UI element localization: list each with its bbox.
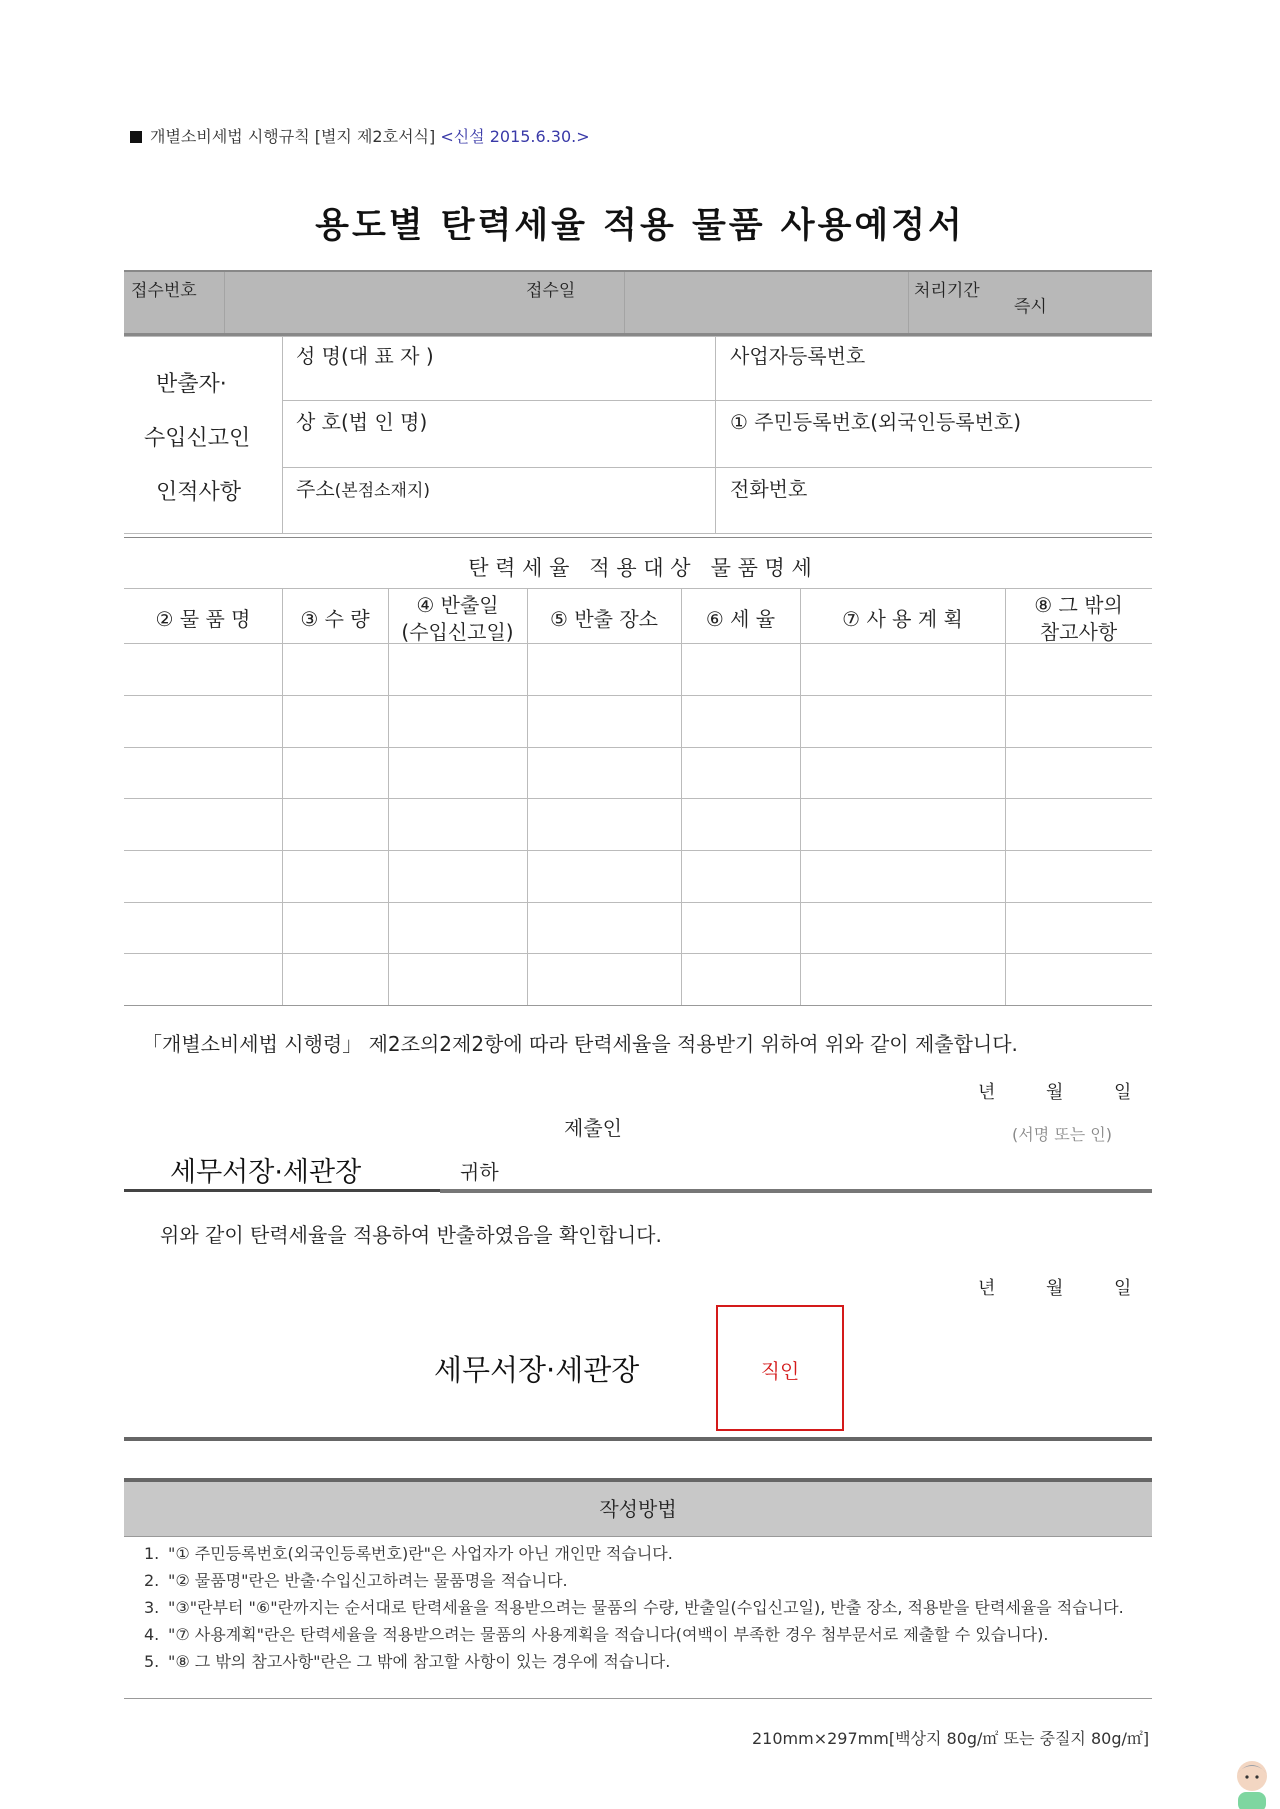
instruction-number: 2. (144, 1571, 160, 1590)
resident-no-label: ① 주민등록번호(외국인등록번호) (730, 410, 1022, 434)
declaration-day: 일 (1114, 1082, 1132, 1103)
name-label: 성 명(대 표 자 ) (296, 344, 434, 368)
company-label: 상 호(법 인 명) (296, 410, 428, 434)
receipt-number-field[interactable] (250, 274, 644, 332)
legal-reference (130, 124, 590, 147)
recipient-office: 세무서장·세관장 (170, 1157, 362, 1188)
col-item-name: ② 물 품 명 (155, 607, 251, 631)
name-field[interactable] (290, 370, 708, 398)
recipient-honorific: 귀하 (460, 1160, 499, 1184)
instruction-item (124, 1648, 1152, 1675)
instruction-item (124, 1540, 1152, 1567)
confirmation-month: 월 (1046, 1278, 1064, 1299)
official-seal-text: 직인 (760, 1359, 800, 1383)
submitter-field[interactable] (630, 1108, 980, 1138)
receipt-number-label: 접수번호 (131, 281, 197, 301)
address-field[interactable] (290, 502, 708, 530)
legal-ref-text: 개별소비세법 시행규칙 [별지 제2호서식] (150, 127, 436, 146)
col-other-notes: ⑧ 그 밖의 (1034, 593, 1123, 617)
col-tax-rate: ⑥ 세 율 (705, 607, 776, 631)
declaration-year: 년 (978, 1082, 996, 1103)
instruction-text: "① 주민등록번호(외국인등록번호)란"은 사업자가 아닌 개인만 적습니다. (168, 1544, 673, 1563)
instructions-list (124, 1540, 1152, 1675)
items-table-title: 탄 력 세 율 적 용 대 상 물 품 명 세 (468, 556, 812, 580)
square-bullet-icon (130, 131, 142, 143)
processing-period-value: 즉시 (1014, 297, 1047, 317)
resident-no-field[interactable] (724, 436, 1144, 464)
instruction-number: 4. (144, 1625, 160, 1644)
instruction-number: 1. (144, 1544, 160, 1563)
confirmation-day: 일 (1114, 1278, 1132, 1299)
col-usage-plan: ⑦ 사 용 계 획 (842, 607, 963, 631)
phone-label: 전화번호 (730, 477, 808, 501)
table-row[interactable] (124, 696, 1152, 747)
processing-period-label: 처리기간 (914, 281, 980, 301)
address-label-main: 주소 (296, 477, 335, 501)
instruction-text: "⑦ 사용계획"란은 탄력세율을 적용받으려는 물품의 사용계획을 적습니다(여백이 부족한 경우 첨부문서로 제출할 수 있습니다). (168, 1625, 1049, 1644)
table-row[interactable] (124, 903, 1152, 953)
table-row[interactable] (124, 644, 1152, 695)
instruction-number: 3. (144, 1598, 160, 1617)
avatar-icon (1228, 1756, 1276, 1809)
declaration-month: 월 (1046, 1082, 1064, 1103)
phone-field[interactable] (724, 502, 1144, 530)
declaration-text: 「개별소비세법 시행령」 제2조의2제2항에 따라 탄력세율을 적용받기 위하여 위와 같이 제출합니다. (142, 1032, 1018, 1056)
biz-no-label: 사업자등록번호 (730, 344, 866, 368)
amendment-note: <신설 2015.6.30.> (440, 127, 590, 146)
address-label-sub: (본점소재지) (334, 481, 431, 501)
official-seal-box (716, 1305, 844, 1431)
col-release-date-sub: (수입신고일) (401, 620, 514, 644)
receipt-date-label: 접수일 (526, 281, 576, 301)
receipt-bar (124, 270, 1152, 336)
col-other-notes-sub: 참고사항 (1039, 620, 1118, 644)
instruction-number: 5. (144, 1652, 160, 1671)
applicant-label-line2: 수입신고인 (144, 426, 251, 451)
confirmation-year: 년 (978, 1278, 996, 1299)
signature-hint: (서명 또는 인) (1012, 1125, 1112, 1144)
instruction-text: "② 물품명"란은 반출·수입신고하려는 물품명을 적습니다. (168, 1571, 568, 1590)
confirming-official: 세무서장·세관장 (434, 1353, 640, 1387)
instruction-item (124, 1567, 1152, 1594)
table-row[interactable] (124, 954, 1152, 1005)
instruction-item (124, 1621, 1152, 1648)
confirmation-text: 위와 같이 탄력세율을 적용하여 반출하였음을 확인합니다. (160, 1223, 662, 1247)
table-row[interactable] (124, 851, 1152, 902)
instruction-text: "③"란부터 "⑥"란까지는 순서대로 탄력세율을 적용받으려는 물품의 수량, 반출일(수입신고일), 반출 장소, 적용받을 탄력세율을 적습니다. (168, 1598, 1124, 1617)
applicant-label-line1: 반출자· (156, 372, 227, 397)
page-title: 용도별 탄력세율 적용 물품 사용예정서 (315, 206, 965, 246)
col-quantity: ③ 수 량 (300, 607, 370, 631)
company-field[interactable] (290, 436, 708, 464)
col-release-place: ⑤ 반출 장소 (550, 607, 658, 631)
submitter-label: 제출인 (564, 1116, 622, 1140)
instruction-text: "⑧ 그 밖의 참고사항"란은 그 밖에 참고할 사항이 있는 경우에 적습니다. (168, 1652, 671, 1671)
table-row[interactable] (124, 748, 1152, 798)
biz-no-field[interactable] (724, 370, 1144, 398)
applicant-label-line3: 인적사항 (156, 480, 242, 505)
address-label (296, 473, 430, 502)
paper-spec: 210mm×297mm[백상지 80g/㎡ 또는 중질지 80g/㎡] (752, 1729, 1150, 1748)
table-row[interactable] (124, 799, 1152, 850)
instructions-title: 작성방법 (124, 1482, 1152, 1536)
col-release-date: ④ 반출일 (416, 593, 499, 617)
instruction-item (124, 1594, 1152, 1621)
